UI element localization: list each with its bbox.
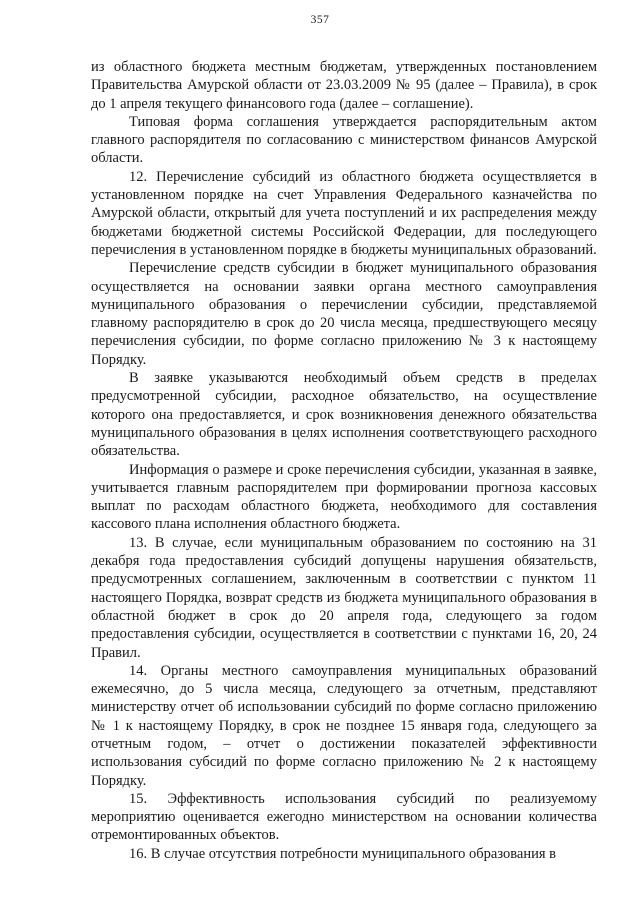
paragraph-13: 13. В случае, если муниципальным образованием по состоянию на 31 декабря года предоставления субсидий допущены нарушения обязательств, предусмотренных соглашением, заключенным в соответствии с пунктом 11 настоящего Порядка, возврат средств из бюджета муниципального образования в областной бюджет в срок до 20 апреля года, следующего за годом предоставления субсидии, осуществляется в соответствии с пунктами 16, 20, 24 Правил. xyxy=(91,534,597,661)
page-number: 357 xyxy=(310,14,330,26)
paragraph-application: В заявке указываются необходимый объем средств в пределах предусмотренной субсидии, расходное обязательство, на осуществление которого она предоставляется, и срок возникновения денежного обязательства муниципального образования в целях исполнения соответствующего расходного обязательства. xyxy=(91,370,597,460)
paragraph-15: 15. Эффективность использования субсидий по реализуемому мероприятию оценивается ежегодно министерством на основании количества отремонтированных объектов. xyxy=(91,790,597,844)
paragraph-standard-form: Типовая форма соглашения утверждается распорядительным актом главного распорядителя по согласованию с министерством финансов Амурской области. xyxy=(91,113,597,167)
paragraph-information: Информация о размере и сроке перечисления субсидии, указанная в заявке, учитывается главным распорядителем при формировании прогноза кассовых выплат по расходам областного бюджета, необходимого для составления кассового плана исполнения областного бюджета. xyxy=(91,461,597,533)
paragraph-continuation: из областного бюджета местным бюджетам, утвержденных постановлением Правительства Амурской области от 23.03.2009 № 95 (далее – Правила), в срок до 1 апреля текущего финансового года (далее – соглашение). xyxy=(91,59,597,112)
document-body xyxy=(91,58,597,863)
paragraph-14: 14. Органы местного самоуправления муниципальных образований ежемесячно, до 5 числа месяца, следующего за отчетным, представляют министерству отчет об использовании субсидий по форме согласно приложению № 1 к настоящему Порядку, в срок не позднее 15 января года, следующего за отчетным годом, – отчет о достижении показателей эффективности использования субсидий по форме согласно приложению № 2 к настоящему Порядку. xyxy=(91,662,597,789)
paragraph-transfer: Перечисление средств субсидии в бюджет муниципального образования осуществляется на основании заявки органа местного самоуправления муниципального образования о перечислении субсидии, представляемой главному распорядителю в срок до 20 числа месяца, предшествующего месяцу перечисления субсидии, по форме согласно приложению № 3 к настоящему Порядку. xyxy=(91,260,597,368)
paragraph-16: 16. В случае отсутствия потребности муниципального образования в xyxy=(129,845,556,862)
paragraph-12: 12. Перечисление субсидий из областного бюджета осуществляется в установленном порядке на счет Управления Федерального казначейства по Амурской области, открытый для учета поступлений и их распределения между бюджетами бюджетной системы Российской Федерации, для последующего перечисления в установленном порядке в бюджеты муниципальных образований. xyxy=(91,168,597,258)
